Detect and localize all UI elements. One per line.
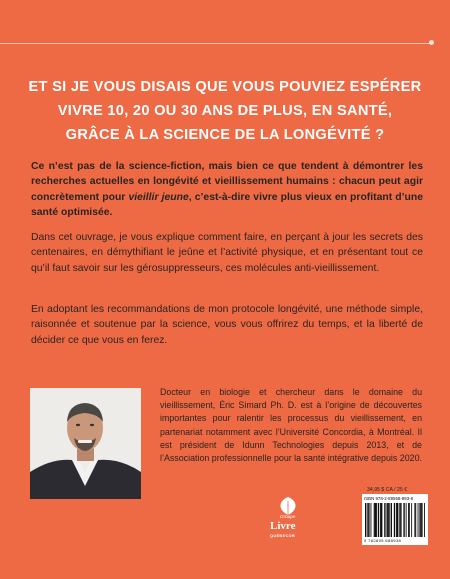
top-divider-dot — [429, 40, 434, 45]
barcode-panel — [362, 494, 428, 545]
publisher-region: QUÉBECOR — [270, 534, 296, 538]
author-bio: Docteur en biologie et chercheur dans le domaine du vieillissement, Éric Simard Ph. D. est à l’origine de découvertes importantes pour ralentir les processus du vieillissement, en partenariat notamment avec l’Université Concordia, à Montréal. Il est président de Idunn Technologies depuis 2013, et de l’Association professionnelle pour la santé intégrative depuis 2020. — [160, 387, 422, 464]
isbn-label: ISBN 978-2-89568-893-8 — [364, 496, 414, 501]
intro-emphasis: vieillir jeune — [128, 191, 189, 203]
intro-text-after: , c’est-à-dire vivre plus vieux en profitant d’une santé optimisée. — [31, 191, 424, 219]
body-paragraph-2: En adoptant les recommandations de mon protocole longévité, une méthode simple, raisonnée et soutenue par la science, vous vous offrirez du temps, et la liberté de décider ce que vous en ferez. — [31, 304, 423, 346]
publisher-groupe: Groupe — [280, 514, 296, 519]
publisher-name: Livre — [270, 520, 296, 532]
barcode-number: 9 782895 688938 — [364, 538, 402, 543]
author-portrait-illustration — [30, 388, 141, 499]
price-label: 34,95 $ CA / 25 € — [367, 487, 408, 493]
author-photo — [30, 388, 141, 499]
publisher-logo — [262, 494, 314, 554]
top-divider-line — [0, 43, 432, 44]
leaf-icon — [274, 496, 302, 516]
headline-line-1: ET SI JE VOUS DISAIS QUE VOUS POUVIEZ ESPÉRER — [28, 79, 422, 95]
barcode — [365, 503, 425, 537]
headline-line-2: VIVRE 10, 20 OU 30 ANS DE PLUS, EN SANTÉ, — [57, 103, 393, 119]
intro-text-before: Ce n’est pas de la science-fiction, mais bien ce que tendent à démontrer les recherches actuelles en longévité et vieillissement humains : chacun peut agir concrètement pour — [31, 161, 423, 203]
headline-line-3: GRÂCE À LA SCIENCE DE LA LONGÉVITÉ ? — [65, 127, 385, 143]
headline — [18, 75, 432, 147]
intro-paragraph — [31, 159, 423, 221]
body-paragraph-1: Dans cet ouvrage, je vous explique comment faire, en perçant à jour les secrets des centenaires, en démythifiant le jeûne et l’activité physique, et en présentant tout ce qu’il faut savoir sur les gérosuppresseurs, ces molécules anti-vieillissement. — [31, 232, 423, 274]
